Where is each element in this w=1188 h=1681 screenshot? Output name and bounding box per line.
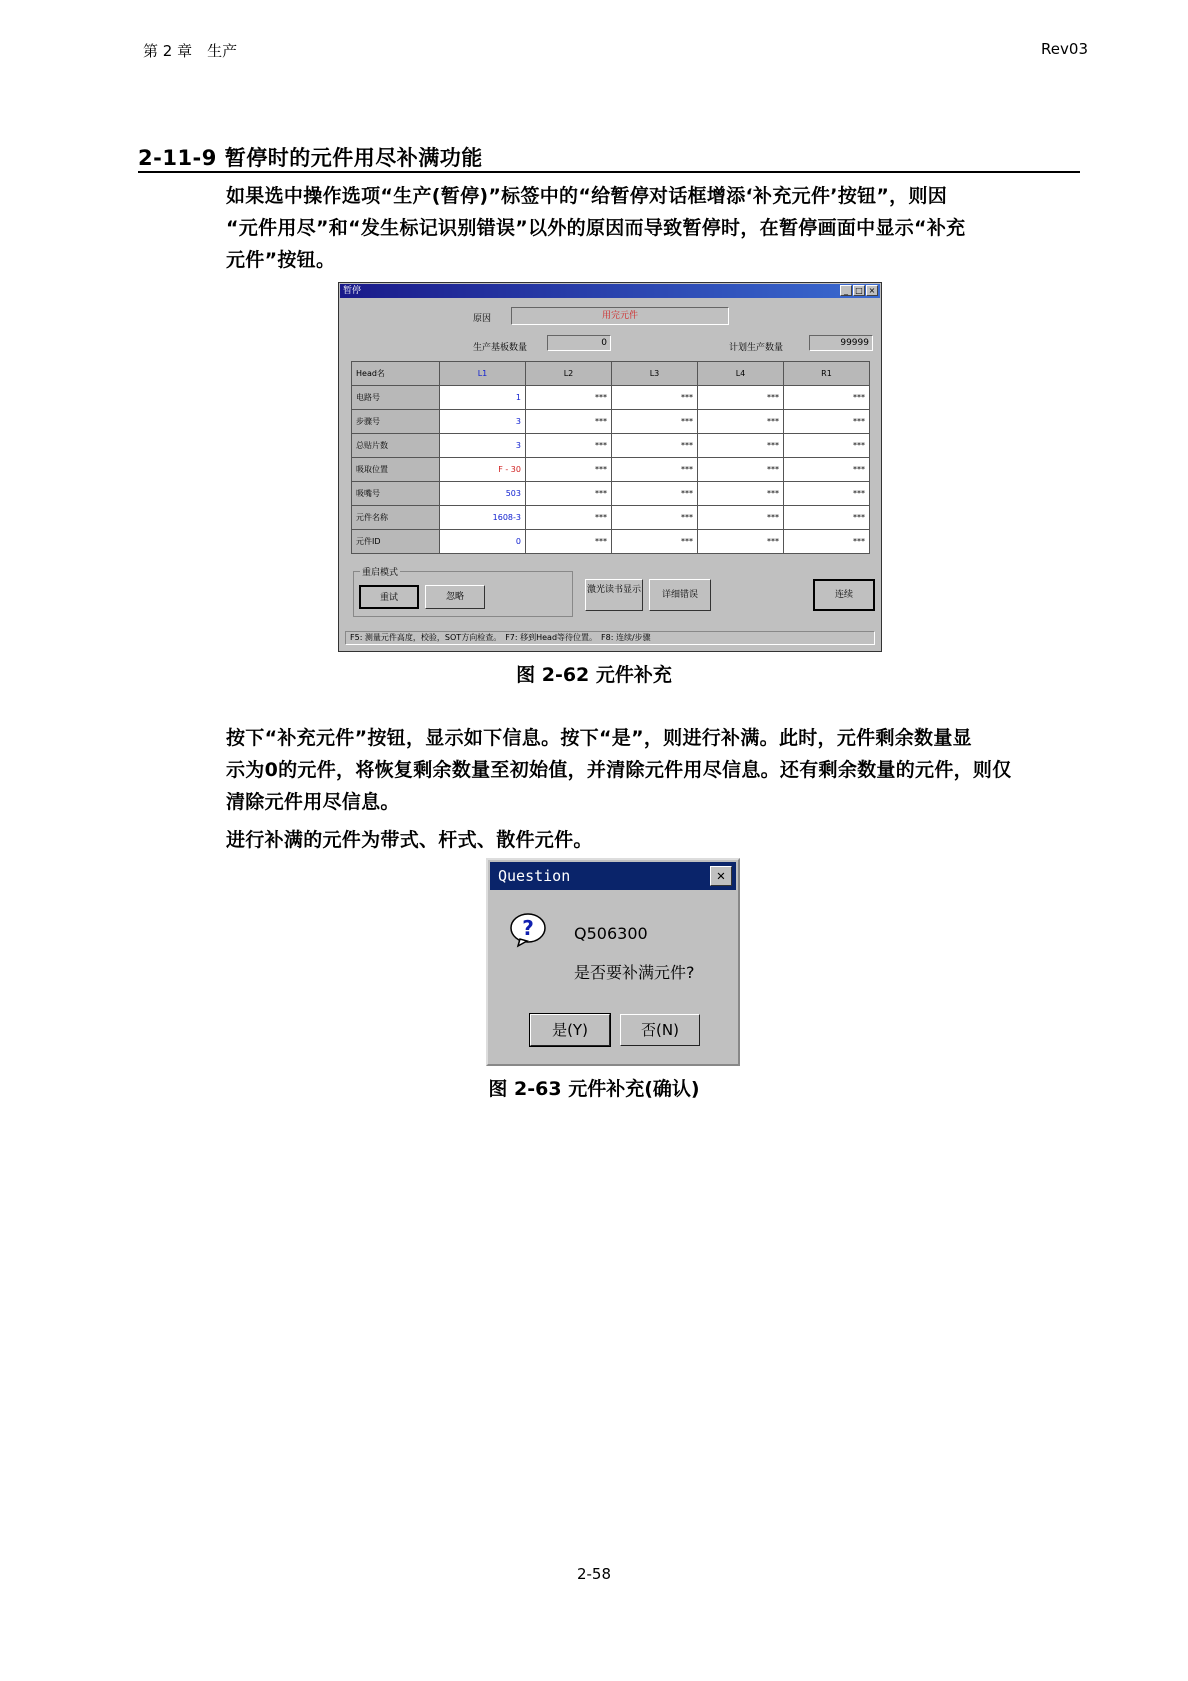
revision-label: Rev03 bbox=[1041, 40, 1088, 58]
table-cell: 3 bbox=[440, 410, 526, 434]
paragraph-intro bbox=[226, 180, 1086, 276]
table-cell: *** bbox=[526, 410, 612, 434]
table-cell: 3 bbox=[440, 434, 526, 458]
table-row bbox=[352, 482, 870, 506]
table-cell: 1 bbox=[440, 386, 526, 410]
table-cell: *** bbox=[698, 458, 784, 482]
page-number: 2-58 bbox=[576, 1565, 612, 1583]
close-icon[interactable]: × bbox=[866, 285, 878, 296]
table-row bbox=[352, 530, 870, 554]
question-dialog-titlebar bbox=[490, 862, 736, 890]
paragraph-line: 元件”按钮。 bbox=[226, 249, 336, 271]
minimize-icon[interactable]: _ bbox=[840, 285, 852, 296]
question-message: 是否要补满元件? bbox=[574, 963, 695, 982]
title-rule bbox=[138, 171, 1080, 173]
reason-field: 用完元件 bbox=[511, 307, 729, 325]
row-label: 步骤号 bbox=[352, 410, 440, 434]
table-cell: *** bbox=[784, 482, 870, 506]
table-header-cell: Head名 bbox=[352, 362, 440, 386]
produced-label: 生产基板数量 bbox=[473, 343, 528, 353]
figure-caption-2: 图 2-63 元件补充(确认) bbox=[488, 1078, 700, 1100]
table-row bbox=[352, 386, 870, 410]
paragraph-component-types: 进行补满的元件为带式、杆式、散件元件。 bbox=[226, 829, 593, 851]
restart-mode-label: 重启模式 bbox=[360, 565, 400, 578]
table-cell: *** bbox=[612, 506, 698, 530]
detail-error-button[interactable]: 详细错误 bbox=[649, 579, 711, 611]
table-cell: 1608-3 bbox=[440, 506, 526, 530]
table-cell: *** bbox=[612, 530, 698, 554]
row-label: 吸嘴号 bbox=[352, 482, 440, 506]
produced-count-field: 0 bbox=[547, 335, 611, 351]
table-row bbox=[352, 458, 870, 482]
table-cell: *** bbox=[784, 458, 870, 482]
row-label: 总贴片数 bbox=[352, 434, 440, 458]
table-row bbox=[352, 434, 870, 458]
table-cell: *** bbox=[698, 530, 784, 554]
maximize-icon[interactable]: □ bbox=[853, 285, 865, 296]
table-cell: *** bbox=[698, 434, 784, 458]
table-cell: *** bbox=[526, 506, 612, 530]
table-cell: *** bbox=[612, 386, 698, 410]
planned-count-field: 99999 bbox=[809, 335, 873, 351]
table-header-cell: R1 bbox=[784, 362, 870, 386]
yes-button[interactable]: 是(Y) bbox=[530, 1014, 610, 1046]
section-title: 2-11-9 暂停时的元件用尽补满功能 bbox=[138, 146, 483, 170]
table-cell: *** bbox=[698, 482, 784, 506]
row-label: 吸取位置 bbox=[352, 458, 440, 482]
table-cell: *** bbox=[784, 434, 870, 458]
skip-button[interactable]: 忽略 bbox=[425, 585, 485, 609]
table-cell: *** bbox=[526, 434, 612, 458]
table-cell: *** bbox=[784, 386, 870, 410]
table-cell: *** bbox=[526, 386, 612, 410]
reason-label: 原因 bbox=[473, 314, 492, 324]
planned-label: 计划生产数量 bbox=[729, 343, 784, 353]
table-header-cell: L3 bbox=[612, 362, 698, 386]
table-cell: *** bbox=[526, 530, 612, 554]
question-dialog bbox=[486, 858, 740, 1066]
status-bar: F5: 测量元件高度，校验，SOT方向检查。 F7: 移到Head等待位置。 F8: 连续/步骤 bbox=[345, 631, 875, 645]
paragraph-line: “元件用尽”和“发生标记识别错误”以外的原因而导致暂停时，在暂停画面中显示“补充 bbox=[226, 217, 966, 239]
question-code: Q506300 bbox=[574, 924, 648, 943]
table-cell: 503 bbox=[440, 482, 526, 506]
chapter-header: 第 2 章 生产 bbox=[143, 42, 238, 60]
table-cell: *** bbox=[784, 530, 870, 554]
table-cell: *** bbox=[526, 458, 612, 482]
question-icon bbox=[508, 912, 548, 948]
row-label: 元件名称 bbox=[352, 506, 440, 530]
paragraph-line: 按下“补充元件”按钮，显示如下信息。按下“是”，则进行补满。此时，元件剩余数量显 bbox=[226, 727, 972, 749]
table-header-row bbox=[352, 362, 870, 386]
table-header-cell: L1 bbox=[440, 362, 526, 386]
table-row bbox=[352, 410, 870, 434]
close-icon[interactable]: ✕ bbox=[710, 866, 732, 886]
table-cell: *** bbox=[612, 458, 698, 482]
pause-window-titlebar bbox=[340, 284, 880, 298]
row-label: 元件ID bbox=[352, 530, 440, 554]
table-cell: *** bbox=[612, 434, 698, 458]
figure-caption-1: 图 2-62 元件补充 bbox=[516, 664, 672, 686]
no-button[interactable]: 否(N) bbox=[620, 1014, 700, 1046]
paragraph-line: 清除元件用尽信息。 bbox=[226, 791, 400, 813]
table-cell: *** bbox=[698, 410, 784, 434]
table-cell: *** bbox=[612, 482, 698, 506]
head-info-table bbox=[351, 361, 870, 554]
retry-button[interactable]: 重试 bbox=[359, 585, 419, 609]
table-cell: *** bbox=[526, 482, 612, 506]
table-cell: *** bbox=[698, 386, 784, 410]
pause-window-title: 暂停 bbox=[343, 286, 362, 296]
question-dialog-title: Question bbox=[498, 867, 571, 885]
table-cell: *** bbox=[784, 506, 870, 530]
table-cell: *** bbox=[698, 506, 784, 530]
table-row bbox=[352, 506, 870, 530]
table-cell: *** bbox=[784, 410, 870, 434]
paragraph-replenish bbox=[226, 722, 1086, 818]
table-header-cell: L4 bbox=[698, 362, 784, 386]
laser-display-button[interactable]: 激光读书显示 bbox=[585, 579, 643, 611]
paragraph-line: 如果选中操作选项“生产(暂停)”标签中的“给暂停对话框增添‘补充元件’按钮”，则因 bbox=[226, 185, 948, 207]
continue-button[interactable]: 连续 bbox=[813, 579, 875, 611]
paragraph-line: 示为0的元件，将恢复剩余数量至初始值，并清除元件用尽信息。还有剩余数量的元件，则仅 bbox=[226, 759, 1012, 781]
row-label: 电路号 bbox=[352, 386, 440, 410]
table-header-cell: L2 bbox=[526, 362, 612, 386]
table-cell: *** bbox=[612, 410, 698, 434]
pause-window bbox=[338, 282, 882, 652]
table-cell: F - 30 bbox=[440, 458, 526, 482]
table-cell: 0 bbox=[440, 530, 526, 554]
svg-text:?: ? bbox=[522, 916, 534, 940]
